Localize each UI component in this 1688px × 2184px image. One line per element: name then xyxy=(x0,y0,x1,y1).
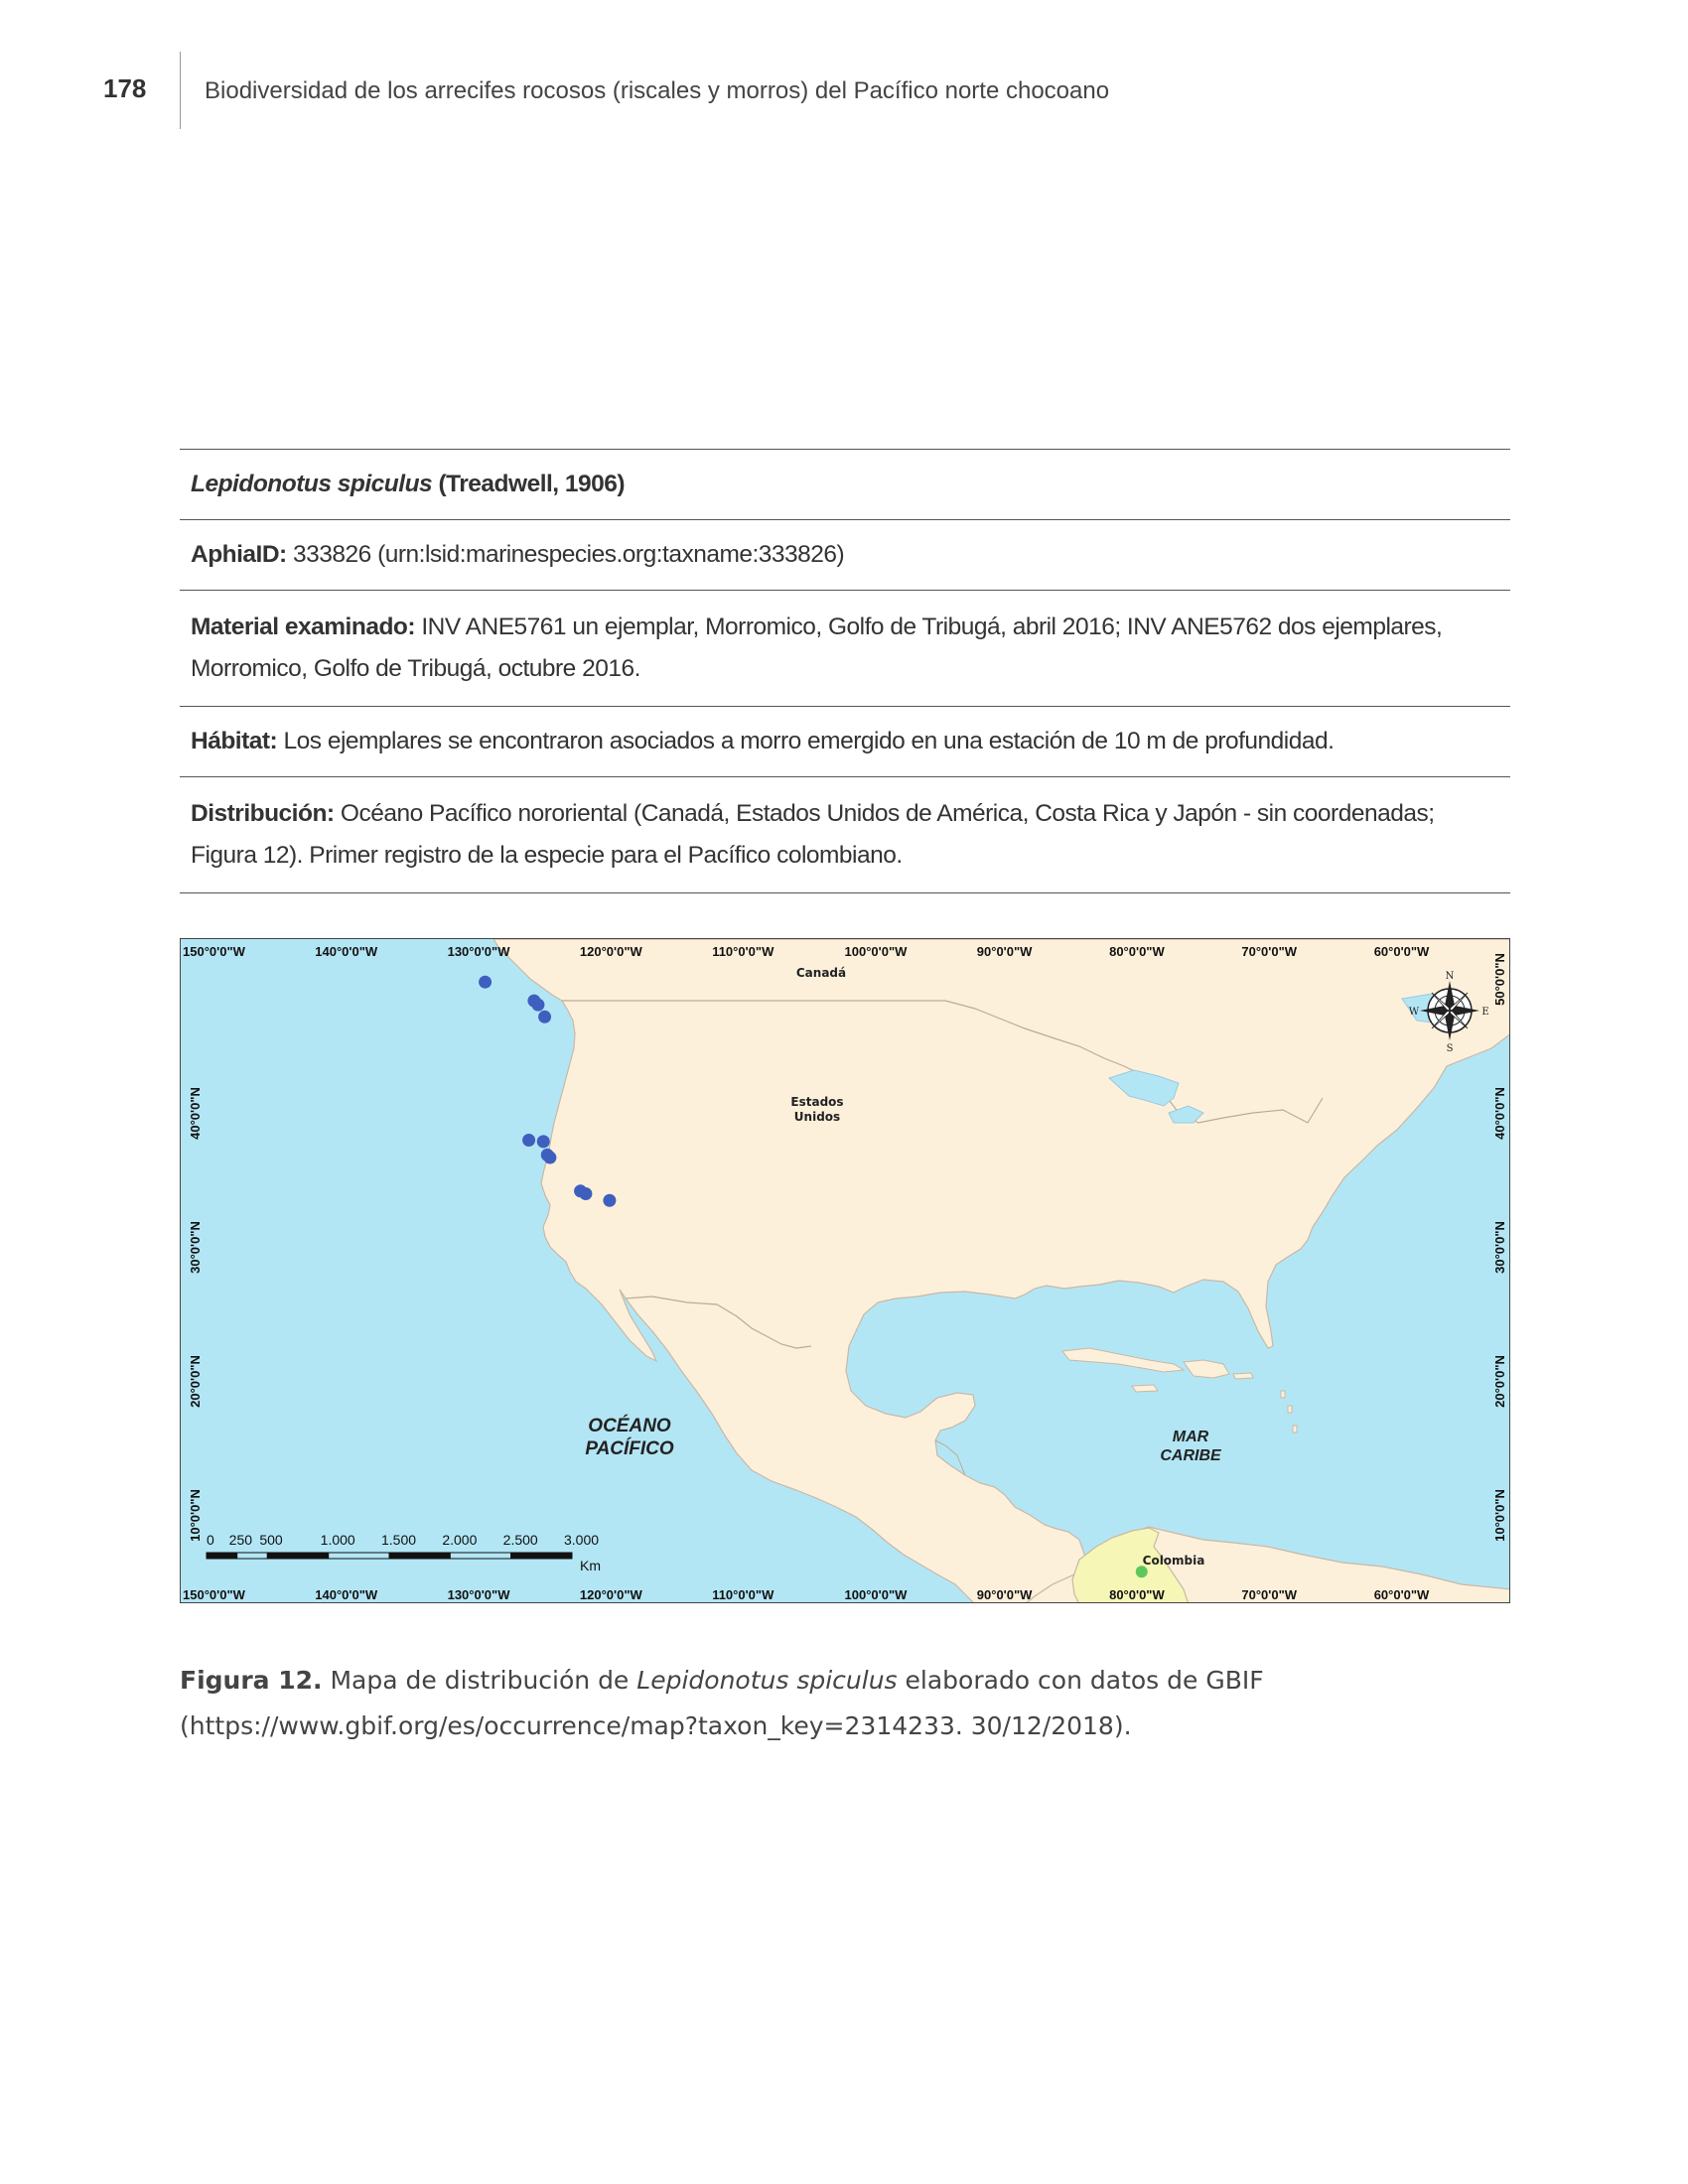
bottom-longitude-label: 70°0'0"W xyxy=(1241,1587,1298,1602)
compass-s: S xyxy=(1446,1043,1454,1054)
label-usa-line2: Unidos xyxy=(793,1110,841,1124)
compass-e: E xyxy=(1481,1007,1489,1018)
scale-unit: Km xyxy=(580,1558,601,1573)
label-usa-line1: Estados xyxy=(790,1095,844,1109)
scale-tick-label: 2.500 xyxy=(502,1532,538,1548)
occurrence-point-gbif xyxy=(543,1152,556,1164)
distribution-value: Océano Pacífico nororiental (Canadá, Estados Unidos de América, Costa Rica y Japón - sin coordenadas; Figura 12). Primer registro de la especie para el Pacífico colombiano. xyxy=(191,800,1435,869)
left-latitude-label: 20°0'0"N xyxy=(188,1355,203,1408)
occurrence-point-gbif xyxy=(538,1011,551,1024)
compass-w: W xyxy=(1408,1007,1420,1018)
bottom-longitude-label: 90°0'0"W xyxy=(976,1587,1033,1602)
occurrence-point-gbif xyxy=(522,1134,535,1147)
bottom-longitude-label: 80°0'0"W xyxy=(1109,1587,1165,1602)
page-number: 178 xyxy=(103,73,147,103)
species-authority: (Treadwell, 1906) xyxy=(438,471,626,497)
scale-segment xyxy=(237,1553,268,1559)
running-title: Biodiversidad de los arrecifes rocosos (riscales y morros) del Pacífico norte chocoano xyxy=(205,77,1110,104)
scale-tick-label: 1.500 xyxy=(381,1532,417,1548)
aphia-label: AphiaID: xyxy=(191,541,287,568)
top-longitude-label: 80°0'0"W xyxy=(1109,944,1165,959)
distribution-map-svg xyxy=(181,939,1510,1603)
occurrence-point-gbif xyxy=(579,1187,592,1200)
label-caribbean-line1: MAR xyxy=(1172,1429,1209,1445)
occurrence-point-gbif xyxy=(603,1194,616,1207)
header-divider xyxy=(180,52,181,129)
distribution-row xyxy=(180,777,1510,893)
figure-label: Figura 12. xyxy=(180,1666,323,1695)
label-colombia: Colombia xyxy=(1142,1554,1205,1568)
left-latitude-label: 40°0'0"N xyxy=(188,1087,203,1140)
bottom-longitude-label: 130°0'0"W xyxy=(447,1587,510,1602)
scale-tick-label: 250 xyxy=(228,1532,253,1548)
species-account-table xyxy=(180,449,1510,893)
top-longitude-label: 140°0'0"W xyxy=(315,944,378,959)
occurrence-point-gbif xyxy=(531,999,544,1012)
right-latitude-label: 50°0'0"N xyxy=(1492,953,1507,1006)
scale-tick-label: 1.000 xyxy=(320,1532,355,1548)
occurrence-point-colombia xyxy=(1136,1566,1148,1577)
scale-tick-label: 0 xyxy=(207,1532,214,1548)
label-pacific-line1: OCÉANO xyxy=(588,1416,671,1436)
scale-segment xyxy=(450,1553,510,1559)
label-caribbean-line2: CARIBE xyxy=(1160,1447,1221,1464)
scale-segment xyxy=(267,1553,328,1559)
top-longitude-label: 130°0'0"W xyxy=(447,944,510,959)
distribution-map xyxy=(180,938,1510,1603)
figure-caption xyxy=(180,1658,1510,1749)
right-latitude-label: 20°0'0"N xyxy=(1492,1355,1507,1408)
top-longitude-label: 150°0'0"W xyxy=(183,944,245,959)
top-longitude-label: 120°0'0"W xyxy=(579,944,642,959)
occurrence-point-gbif xyxy=(537,1135,550,1148)
scale-tick-label: 500 xyxy=(259,1532,283,1548)
bottom-longitude-label: 100°0'0"W xyxy=(844,1587,908,1602)
bottom-longitude-label: 60°0'0"W xyxy=(1373,1587,1430,1602)
scale-segment xyxy=(511,1553,572,1559)
habitat-row xyxy=(180,707,1510,777)
bottom-longitude-label: 150°0'0"W xyxy=(183,1587,245,1602)
material-label: Material examinado: xyxy=(191,614,416,640)
top-longitude-label: 110°0'0"W xyxy=(712,944,774,959)
right-latitude-label: 30°0'0"N xyxy=(1492,1221,1507,1274)
compass-n: N xyxy=(1445,971,1455,982)
occurrence-point-gbif xyxy=(479,976,492,989)
top-longitude-label: 60°0'0"W xyxy=(1373,944,1430,959)
left-latitude-label: 30°0'0"N xyxy=(188,1221,203,1274)
scale-tick-label: 2.000 xyxy=(442,1532,478,1548)
aphia-value: 333826 (urn:lsid:marinespecies.org:taxname:333826) xyxy=(293,541,845,568)
left-latitude-label: 10°0'0"N xyxy=(188,1489,203,1542)
bottom-longitude-label: 120°0'0"W xyxy=(579,1587,642,1602)
aphia-row xyxy=(180,520,1510,591)
material-row xyxy=(180,591,1510,707)
bottom-longitude-label: 140°0'0"W xyxy=(315,1587,378,1602)
right-latitude-label: 40°0'0"N xyxy=(1492,1087,1507,1140)
scale-tick-label: 3.000 xyxy=(564,1532,600,1548)
species-name: Lepidonotus spiculus xyxy=(191,471,433,497)
species-name-row xyxy=(180,450,1510,520)
label-canada: Canadá xyxy=(795,966,847,980)
scale-segment xyxy=(389,1553,450,1559)
label-pacific-line2: PACÍFICO xyxy=(585,1438,674,1459)
page-header xyxy=(0,0,1688,134)
top-longitude-label: 100°0'0"W xyxy=(844,944,908,959)
caption-source: (https://www.gbif.org/es/occurrence/map?taxon_key=2314233. 30/12/2018). xyxy=(180,1711,1132,1740)
caption-text-after: elaborado con datos de GBIF xyxy=(905,1666,1264,1695)
top-longitude-label: 70°0'0"W xyxy=(1241,944,1298,959)
habitat-value: Los ejemplares se encontraron asociados a morro emergido en una estación de 10 m de profundidad. xyxy=(283,728,1335,754)
habitat-label: Hábitat: xyxy=(191,728,278,754)
top-longitude-label: 90°0'0"W xyxy=(976,944,1033,959)
caption-species: Lepidonotus spiculus xyxy=(636,1666,898,1695)
caption-text-before: Mapa de distribución de xyxy=(330,1666,630,1695)
scale-segment xyxy=(329,1553,389,1559)
distribution-label: Distribución: xyxy=(191,800,335,827)
material-value: INV ANE5761 un ejemplar, Morromico, Golfo de Tribugá, abril 2016; INV ANE5762 dos ejemplares, Morromico, Golfo de Tribugá, octubre 2016. xyxy=(191,614,1443,682)
right-latitude-label: 10°0'0"N xyxy=(1492,1489,1507,1542)
bottom-longitude-label: 110°0'0"W xyxy=(712,1587,774,1602)
scale-segment xyxy=(207,1553,237,1559)
